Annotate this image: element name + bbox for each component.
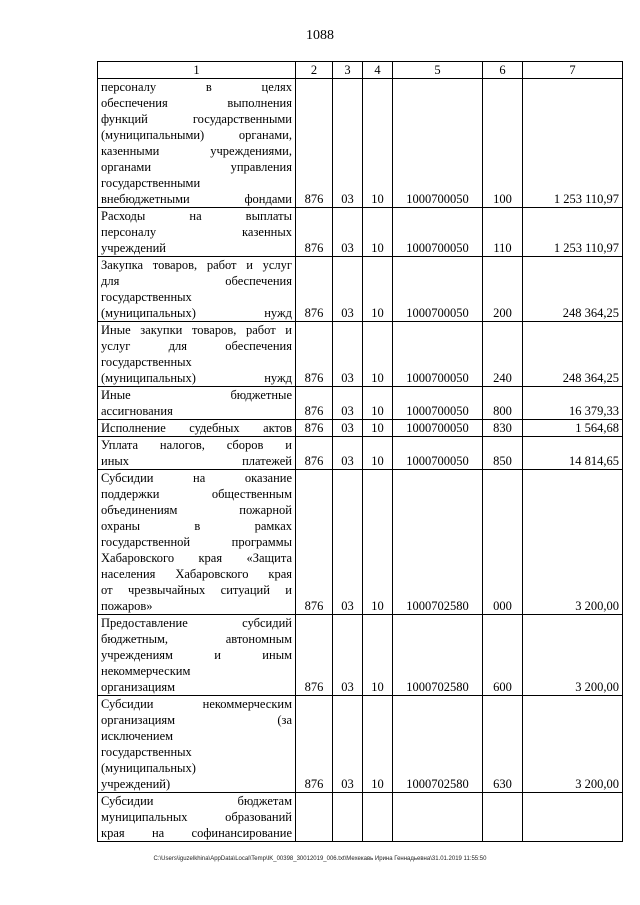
subsection-code: 10 [363, 615, 393, 696]
section-code: 03 [333, 420, 363, 437]
row-description [98, 437, 296, 470]
table-row [98, 696, 623, 793]
target-article-code [393, 793, 483, 842]
page-number: 1088 [306, 28, 334, 43]
description-line: бюджетным, автономным [101, 632, 292, 646]
row-description [98, 696, 296, 793]
expense-type-code: 600 [483, 615, 523, 696]
section-code: 03 [333, 322, 363, 387]
subsection-code: 10 [363, 437, 393, 470]
subsection-code: 10 [363, 470, 393, 615]
description-line: персоналу в целях [101, 80, 292, 94]
description-line: населения Хабаровского края [101, 567, 292, 581]
description-line: Иные закупки товаров, работ и [101, 323, 292, 337]
row-description [98, 793, 296, 842]
target-article-code: 1000700050 [393, 420, 483, 437]
description-line: Субсидии на оказание [101, 471, 292, 485]
description-line: Субсидии бюджетам [101, 794, 292, 808]
amount: 16 379,33 [523, 387, 623, 420]
description-line: некоммерческим [101, 664, 191, 678]
section-code: 03 [333, 696, 363, 793]
description-line: организациям (за [101, 713, 292, 727]
description-line: (муниципальными) органами, [101, 128, 292, 142]
ministry-code: 876 [296, 470, 333, 615]
column-header: 6 [483, 62, 523, 79]
column-header: 2 [296, 62, 333, 79]
description-line: государственными [101, 176, 201, 190]
column-header: 3 [333, 62, 363, 79]
column-header: 4 [363, 62, 393, 79]
description-line: внебюджетными фондами [101, 192, 292, 206]
section-code: 03 [333, 615, 363, 696]
table-row [98, 322, 623, 387]
ministry-code: 876 [296, 208, 333, 257]
ministry-code: 876 [296, 79, 333, 208]
amount: 1 253 110,97 [523, 208, 623, 257]
description-line: организациям [101, 680, 176, 694]
description-line: края на софинансирование [101, 826, 292, 840]
description-line: Иные бюджетные [101, 388, 292, 402]
expense-type-code: 110 [483, 208, 523, 257]
description-line: Исполнение судебных актов [101, 421, 292, 435]
ministry-code: 876 [296, 696, 333, 793]
description-line: функций государственными [101, 112, 292, 126]
row-description [98, 322, 296, 387]
description-line: исключением [101, 729, 174, 743]
description-line: учреждений [101, 241, 166, 255]
description-line: учреждениям и иным [101, 648, 292, 662]
budget-table [97, 61, 623, 842]
description-line: государственных [101, 745, 192, 759]
row-description [98, 257, 296, 322]
description-line: объединениям пожарной [101, 503, 292, 517]
amount: 248 364,25 [523, 322, 623, 387]
description-line: персоналу казенных [101, 225, 292, 239]
description-line: (муниципальных) нужд [101, 306, 292, 320]
row-description [98, 615, 296, 696]
description-line: для обеспечения [101, 274, 292, 288]
ministry-code: 876 [296, 257, 333, 322]
table-header-row [98, 62, 623, 79]
table-row [98, 420, 623, 437]
amount: 248 364,25 [523, 257, 623, 322]
subsection-code: 10 [363, 79, 393, 208]
target-article-code: 1000702580 [393, 615, 483, 696]
section-code: 03 [333, 208, 363, 257]
section-code: 03 [333, 387, 363, 420]
column-header: 1 [98, 62, 296, 79]
target-article-code: 1000700050 [393, 79, 483, 208]
target-article-code: 1000702580 [393, 696, 483, 793]
expense-type-code [483, 793, 523, 842]
description-line: охраны в рамках [101, 519, 292, 533]
file-path-footer: C:\Users\iguzelkhina\AppData\Local\Temp\IK_00398_30012019_006.txt\Мехекавь Ирина Геннадьевна\31.01.2019 11:55:50 [153, 856, 487, 862]
target-article-code: 1000700050 [393, 208, 483, 257]
description-line: государственных [101, 290, 192, 304]
description-line: Субсидии некоммерческим [101, 697, 292, 711]
section-code [333, 793, 363, 842]
description-line: обеспечения выполнения [101, 96, 292, 110]
expense-type-code: 800 [483, 387, 523, 420]
expense-type-code: 630 [483, 696, 523, 793]
description-line: ассигнования [101, 404, 173, 418]
description-line: (муниципальных) [101, 761, 196, 775]
description-line: Хабаровского края «Защита [101, 551, 292, 565]
target-article-code: 1000700050 [393, 387, 483, 420]
row-description [98, 79, 296, 208]
row-description [98, 387, 296, 420]
column-header: 5 [393, 62, 483, 79]
ministry-code [296, 793, 333, 842]
description-line: муниципальных образований [101, 810, 292, 824]
amount [523, 793, 623, 842]
description-line: от чрезвычайных ситуаций и [101, 583, 292, 597]
section-code: 03 [333, 79, 363, 208]
section-code: 03 [333, 257, 363, 322]
target-article-code: 1000700050 [393, 257, 483, 322]
subsection-code [363, 793, 393, 842]
ministry-code: 876 [296, 322, 333, 387]
description-line: учреждений) [101, 777, 171, 791]
row-description [98, 208, 296, 257]
ministry-code: 876 [296, 437, 333, 470]
target-article-code: 1000700050 [393, 437, 483, 470]
amount: 1 564,68 [523, 420, 623, 437]
table-row [98, 257, 623, 322]
row-description [98, 470, 296, 615]
table-row [98, 208, 623, 257]
expense-type-code: 100 [483, 79, 523, 208]
amount: 3 200,00 [523, 615, 623, 696]
expense-type-code: 850 [483, 437, 523, 470]
description-line: поддержки общественным [101, 487, 292, 501]
expense-type-code: 000 [483, 470, 523, 615]
description-line: услуг для обеспечения [101, 339, 292, 353]
description-line: (муниципальных) нужд [101, 371, 292, 385]
expense-type-code: 240 [483, 322, 523, 387]
column-header: 7 [523, 62, 623, 79]
section-code: 03 [333, 437, 363, 470]
section-code: 03 [333, 470, 363, 615]
description-line: Расходы на выплаты [101, 209, 292, 223]
table-row [98, 615, 623, 696]
subsection-code: 10 [363, 257, 393, 322]
expense-type-code: 200 [483, 257, 523, 322]
subsection-code: 10 [363, 387, 393, 420]
ministry-code: 876 [296, 387, 333, 420]
subsection-code: 10 [363, 420, 393, 437]
target-article-code: 1000700050 [393, 322, 483, 387]
amount: 14 814,65 [523, 437, 623, 470]
description-line: государственных [101, 355, 192, 369]
description-line: Предоставление субсидий [101, 616, 292, 630]
description-line: Уплата налогов, сборов и [101, 438, 292, 452]
description-line: иных платежей [101, 454, 292, 468]
description-line: государственной программы [101, 535, 292, 549]
table-row [98, 793, 623, 842]
amount: 3 200,00 [523, 470, 623, 615]
table-row [98, 437, 623, 470]
description-line: органами управления [101, 160, 292, 174]
description-line: казенными учреждениями, [101, 144, 292, 158]
amount: 3 200,00 [523, 696, 623, 793]
ministry-code: 876 [296, 615, 333, 696]
target-article-code: 1000702580 [393, 470, 483, 615]
amount: 1 253 110,97 [523, 79, 623, 208]
row-description [98, 420, 296, 437]
subsection-code: 10 [363, 208, 393, 257]
subsection-code: 10 [363, 322, 393, 387]
subsection-code: 10 [363, 696, 393, 793]
table-row [98, 470, 623, 615]
expense-type-code: 830 [483, 420, 523, 437]
table-row [98, 387, 623, 420]
ministry-code: 876 [296, 420, 333, 437]
description-line: Закупка товаров, работ и услуг [101, 258, 292, 272]
table-row [98, 79, 623, 208]
description-line: пожаров» [101, 599, 153, 613]
